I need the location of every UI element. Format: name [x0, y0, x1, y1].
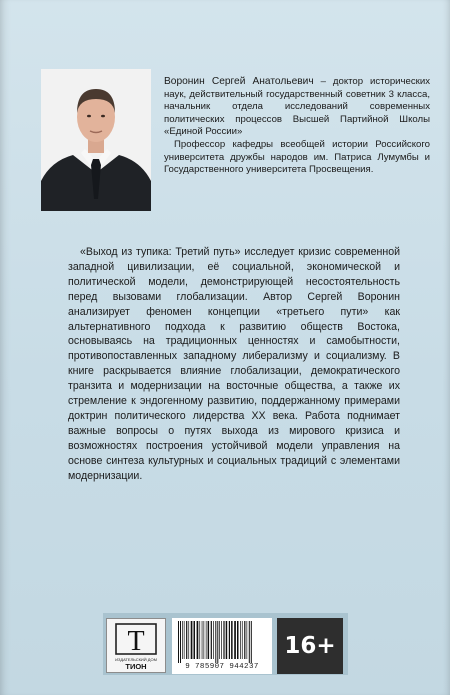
author-bio-paragraph: [164, 76, 430, 139]
barcode-bars: [172, 618, 272, 664]
age-rating-badge: 16+: [277, 618, 343, 674]
publisher-logo-letter: Т: [127, 626, 145, 657]
author-bio-text: – доктор исторических наук, действительный государственный советник 3 класса, начальник отдела исследований современных политических процессов Высшей Партийной Школы «Единой России»: [164, 76, 431, 138]
publisher-name: ТИОН: [125, 662, 147, 671]
author-photo: [41, 69, 151, 211]
author-bio: [164, 76, 430, 177]
book-annotation: [68, 245, 400, 484]
barcode-digits: 9 785907 944237: [185, 663, 259, 671]
annotation-text: «Выход из тупика: Третий путь» исследует кризис современной западной цивилизации, её социальной, экономической и политической модели, демонстрирующей несостоятельность перед вызовами глобализации. Автор Сергей Воронин анализирует феномен концепции «третьего пути» как альтернативного подхода к развитию обществ Востока, основываясь на традиционных ценностях и самобытности, противопоставленных западному либерализму и социализму. В книге раскрывается влияние глобализации, демократического транзита и модернизации на восточные общества, а также их стремление к эндогенному развитию, поддержанному примерами доктрин политического лидерства XX века. Работа поднимает важные вопросы о путях выхода из мирового кризиса и возможностях построения устойчивой модели управления на основе синтеза культурных и социальных традиций с элементами модернизации.: [68, 246, 400, 482]
publisher-logo: [106, 618, 166, 673]
publisher-subtitle: ИЗДАТЕЛЬСКИЙ ДОМ: [115, 657, 157, 662]
author-position: Профессор кафедры всеобщей истории Российского университета дружбы народов им. Патриса Лумумбы и Государственного университета Просвещения.: [164, 138, 430, 176]
isbn-barcode: [172, 618, 272, 674]
author-name: Воронин Сергей Анатольевич: [164, 76, 314, 87]
